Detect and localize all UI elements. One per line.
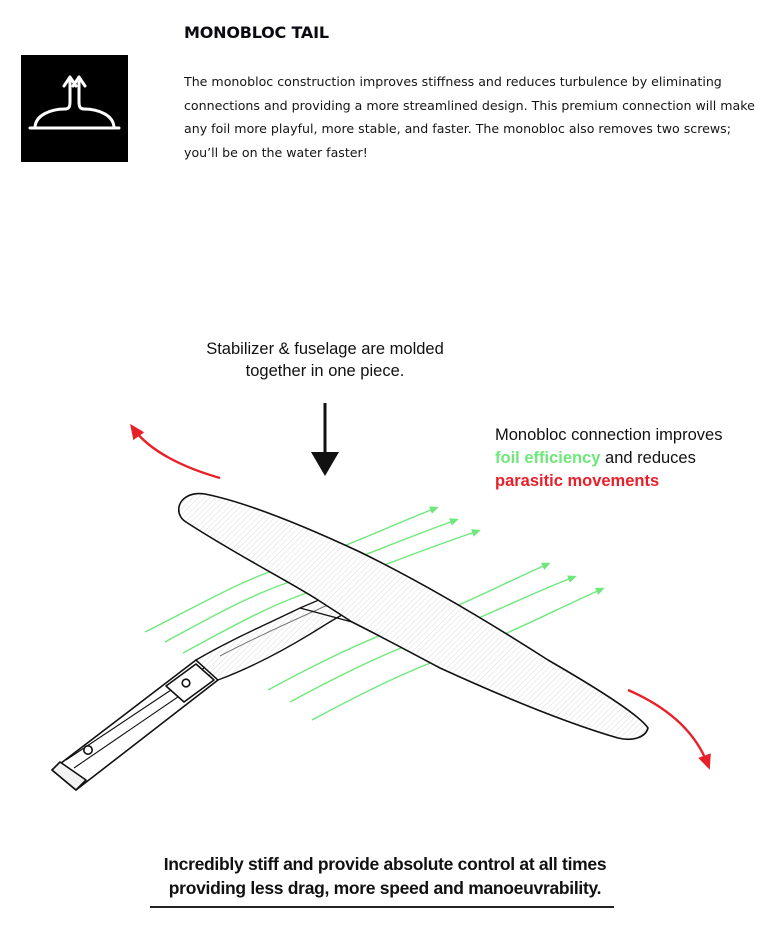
- monobloc-tail-diagram: [0, 300, 774, 820]
- rotation-arrow-left-icon: [133, 428, 220, 478]
- callout-molded-line1: Stabilizer & fuselage are molded: [206, 340, 444, 358]
- fuselage: [52, 660, 218, 790]
- section-title: MONOBLOC TAIL: [184, 23, 329, 42]
- parasitic-movements-highlight: parasitic movements: [495, 472, 660, 490]
- bottom-caption-line1: Incredibly stiff and provide absolute control at all times: [163, 854, 607, 874]
- callout-connector: and reduces: [600, 449, 696, 467]
- callout-efficiency-line1: Monobloc connection improves: [495, 426, 723, 444]
- callout-molded-line2: together in one piece.: [245, 362, 405, 380]
- bottom-caption-line2: providing less drag, more speed and manoeuvrability.: [168, 878, 602, 898]
- stabilizer-wing: [179, 494, 648, 740]
- down-arrow-icon: [311, 403, 339, 476]
- section-description: The monobloc construction improves stiffness and reduces turbulence by eliminating connections and providing a more streamlined design. This premium connection will make any foil more playful, more stable, and faster. The monobloc also removes two screws; you’ll be on the water faster!: [184, 74, 755, 160]
- bottom-caption: [100, 852, 670, 900]
- caption-underline: [150, 906, 614, 908]
- monobloc-arrows-up-icon: [21, 55, 128, 162]
- foil-efficiency-highlight: foil efficiency: [495, 449, 601, 467]
- monobloc-icon-box: [21, 55, 128, 162]
